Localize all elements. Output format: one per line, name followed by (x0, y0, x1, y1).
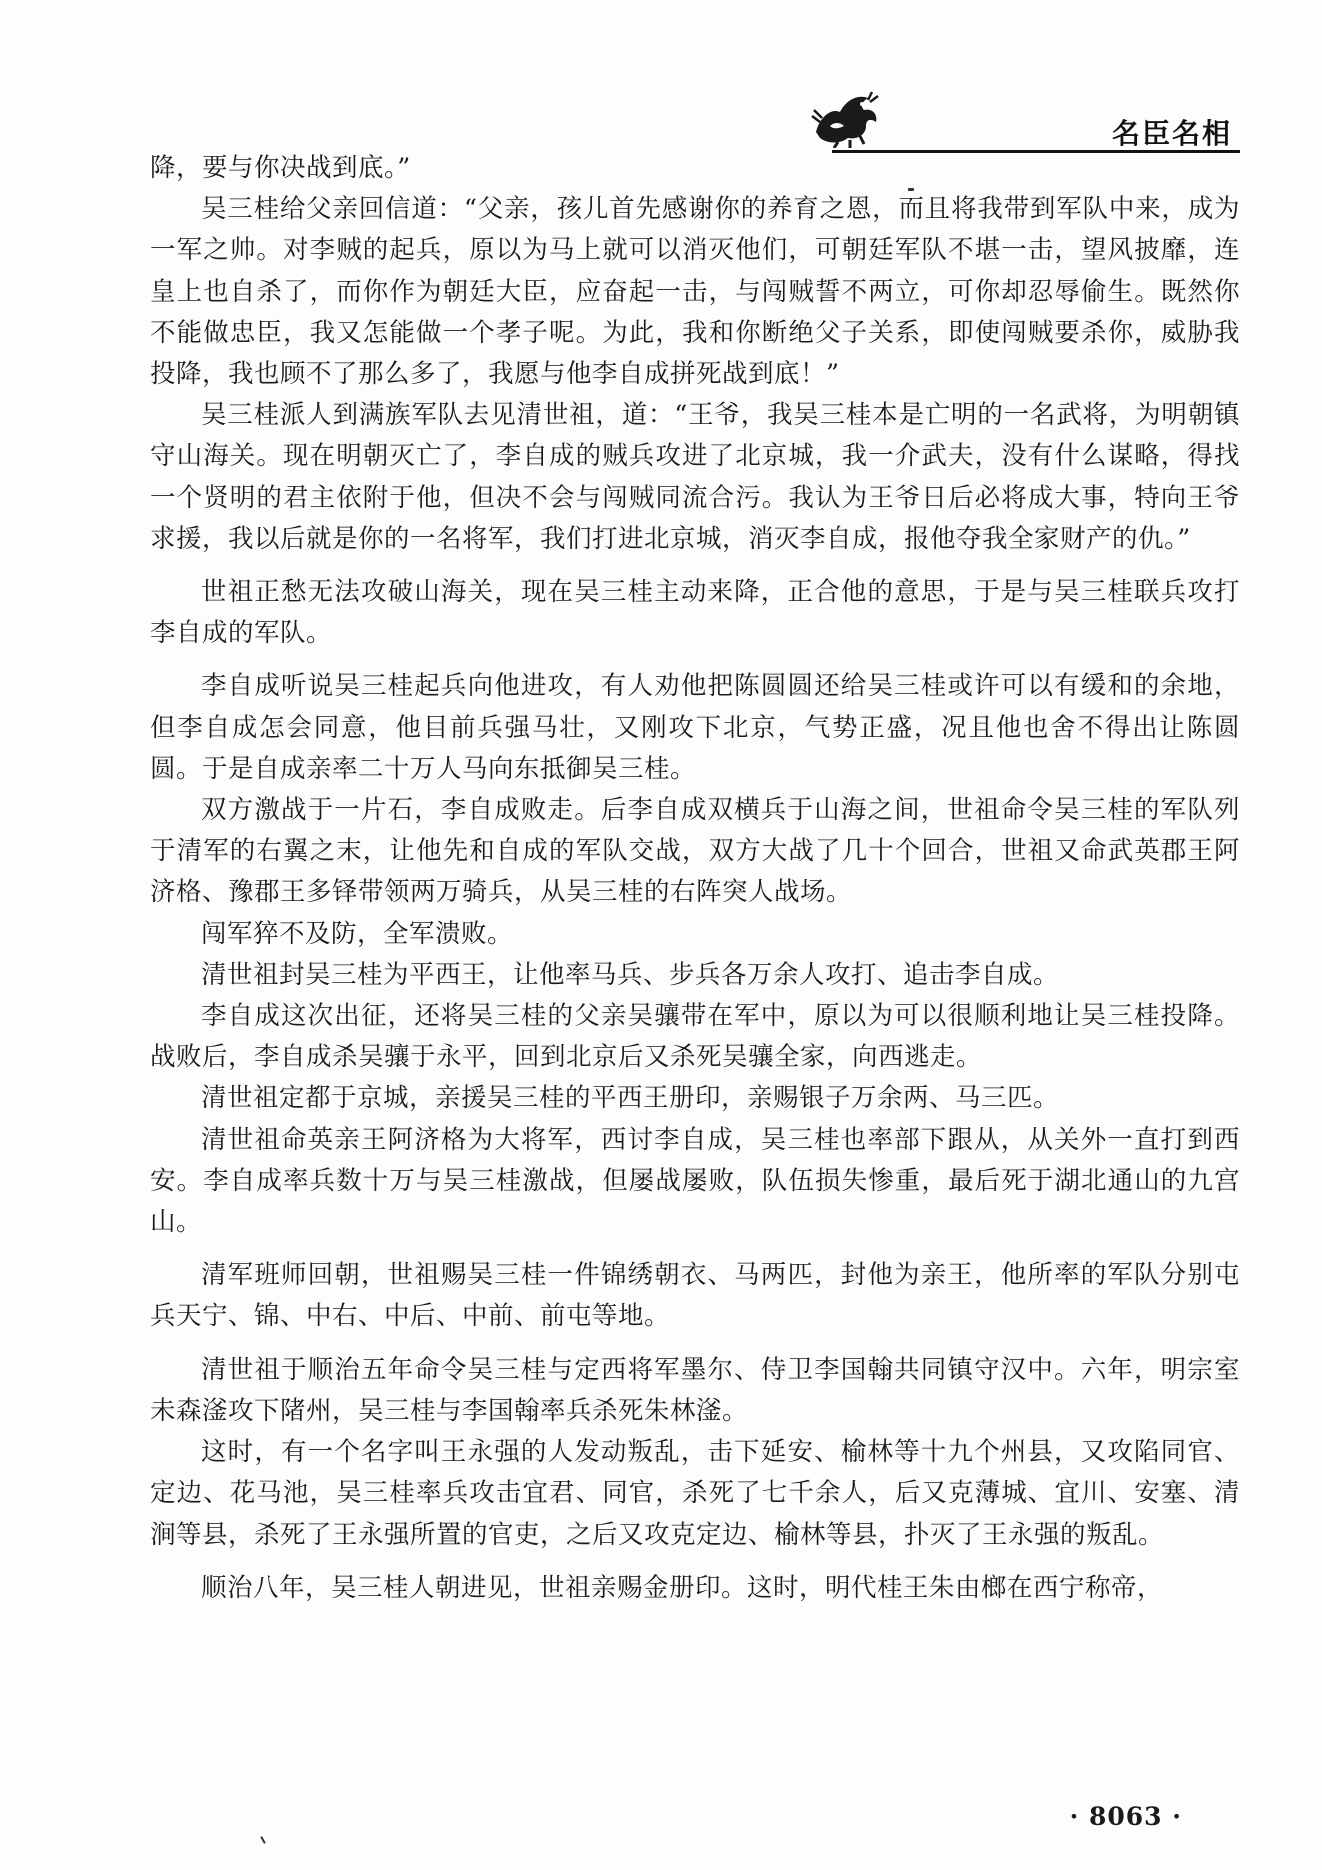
paragraph: 这时，有一个名字叫王永强的人发动叛乱，击下延安、榆林等十九个州县，又攻陷同官、定边、花马池，吴三桂率兵攻击宜君、同官，杀死了七千余人，后又克薄城、宜川、安塞、清涧等县，杀死了王永强所置的官吏，之后又攻克定边、榆林等县，扑灭了王永强的叛乱。 (150, 1437, 1240, 1550)
paragraph: 李自成这次出征，还将吴三桂的父亲吴骧带在军中，原以为可以很顺利地让吴三桂投降。战败后，李自成杀吴骧于永平，回到北京后又杀死吴骧全家，向西逃走。 (150, 1001, 1240, 1073)
paragraph: 清世祖定都于京城，亲援吴三桂的平西王册印，亲赐银子万余两、马三匹。 (201, 1083, 1060, 1114)
paragraph: 清世祖封吴三桂为平西王，让他率马兵、步兵各万余人攻打、追击李自成。 (201, 959, 1060, 990)
paragraph: 清世祖于顺治五年命令吴三桂与定西将军墨尔、侍卫李国翰共同镇守汉中。六年，明宗室未森滏攻下陼州，吴三桂与李国翰率兵杀死朱林滏。 (150, 1354, 1240, 1426)
paragraph: 清世祖命英亲王阿济格为大将军，西讨李自成，吴三桂也率部下跟从，从关外一直打到西安。李自成率兵数十万与吴三桂激战，但屡战屡败，队伍损失惨重，最后死于湖北通山的九宫山。 (150, 1124, 1240, 1238)
dragon-icon (810, 86, 884, 148)
page-number: · 8063 · (1069, 1802, 1182, 1831)
scan-speck (908, 188, 914, 191)
paragraph: 清军班师回朝，世祖赐吴三桂一件锦绣朝衣、马两匹，封他为亲王，他所率的军队分别屯兵天宁、锦、中右、中后、中前、前屯等地。 (150, 1260, 1240, 1332)
paragraph: 世祖正愁无法攻破山海关，现在吴三桂主动来降，正合他的意思，于是与吴三桂联兵攻打李自成的军队。 (150, 577, 1240, 649)
section-title: 名臣名相 (1111, 117, 1232, 150)
paragraph: 双方激战于一片石，李自成败走。后李自成双横兵于山海之间，世祖命令吴三桂的军队列于清军的右翼之末，让他先和自成的军队交战，双方大战了几十个回合，世祖又命武英郡王阿济格、豫郡王多铎带领两万骑兵，从吴三桂的右阵突人战场。 (150, 795, 1240, 908)
article-body (150, 148, 1240, 1609)
scan-speck (260, 1836, 266, 1844)
paragraph: 吴三桂派人到满族军队去见清世祖，道：“王爷，我吴三桂本是亡明的一名武将，为明朝镇守山海关。现在明朝灭亡了，李自成的贼兵攻进了北京城，我一介武夫，没有什么谋略，得找一个贤明的君主依附于他，但决不会与闯贼同流合污。我认为王爷日后必将成大事，特向王爷求援，我以后就是你的一名将军，我们打进北京城，消灭李自成，报他夺我全家财产的仇。” (150, 400, 1240, 554)
paragraph: 顺治八年，吴三桂人朝进见，世祖亲赐金册印。这时，明代桂王朱由榔在西宁称帝， (201, 1572, 1164, 1603)
paragraph: 降，要与你决战到底。” (150, 153, 411, 183)
paragraph: 闯军猝不及防，全军溃败。 (201, 918, 514, 949)
paragraph: 李自成听说吴三桂起兵向他进攻，有人劝他把陈圆圆还给吴三桂或许可以有缓和的余地，但李自成怎会同意，他目前兵强马壮，又刚攻下北京，气势正盛，况且他也舍不得出让陈圆圆。于是自成亲率二十万人马向东抵御吴三桂。 (150, 671, 1240, 784)
page-header (810, 68, 1240, 156)
paragraph: 吴三桂给父亲回信道：“父亲，孩儿首先感谢你的养育之恩，而且将我带到军队中来，成为一军之帅。对李贼的起兵，原以为马上就可以消灭他们，可朝廷军队不堪一击，望风披靡，连皇上也自杀了，而你作为朝廷大臣，应奋起一击，与闯贼誓不两立，可你却忍辱偷生。既然你不能做忠臣，我又怎能做一个孝子呢。为此，我和你断绝父子关系，即使闯贼要杀你，威胁我投降，我也顾不了那么多了，我愿与他李自成拼死战到底！” (150, 194, 1240, 390)
